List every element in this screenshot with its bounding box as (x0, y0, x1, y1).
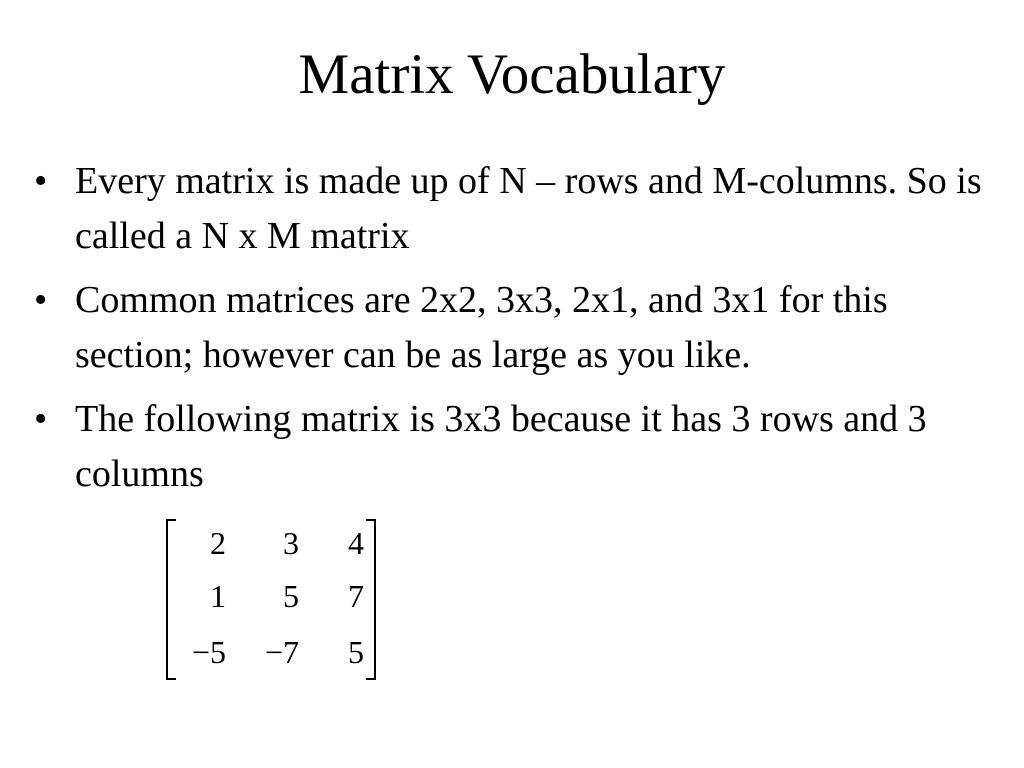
slide-title: Matrix Vocabulary (298, 43, 726, 106)
matrix-right-bracket (366, 519, 376, 680)
bullet-marker: • (34, 160, 48, 202)
matrix-cell-r2c2: 5 (283, 578, 299, 614)
bullet-text: Common matrices are 2x2, 3x3, 2x1, and 3x1 for this section; however can be as large as you like. (75, 279, 888, 376)
bullet-list (34, 154, 994, 511)
bullet-marker: • (34, 279, 48, 321)
bullet-marker: • (34, 398, 48, 440)
matrix-cell-r1c1: 2 (210, 525, 226, 561)
bullet-text: The following matrix is 3x3 because it has 3 rows and 3 columns (75, 398, 927, 495)
matrix-cell-r1c2: 3 (283, 525, 299, 561)
matrix-cell-r3c1: −5 (191, 634, 226, 670)
bullet-item (34, 392, 994, 502)
matrix-cell-r2c3: 7 (348, 578, 364, 614)
bullet-item (34, 273, 994, 383)
matrix-cell-r3c2: −7 (264, 634, 299, 670)
matrix-cell-r3c3: 5 (348, 634, 364, 670)
bullet-text: Every matrix is made up of N – rows and M-columns. So is called a N x M matrix (75, 160, 982, 257)
bullet-item (34, 154, 994, 264)
matrix-cell-r1c3: 4 (348, 525, 364, 561)
matrix-cell-r2c1: 1 (210, 578, 226, 614)
matrix-3x3 (166, 519, 376, 678)
